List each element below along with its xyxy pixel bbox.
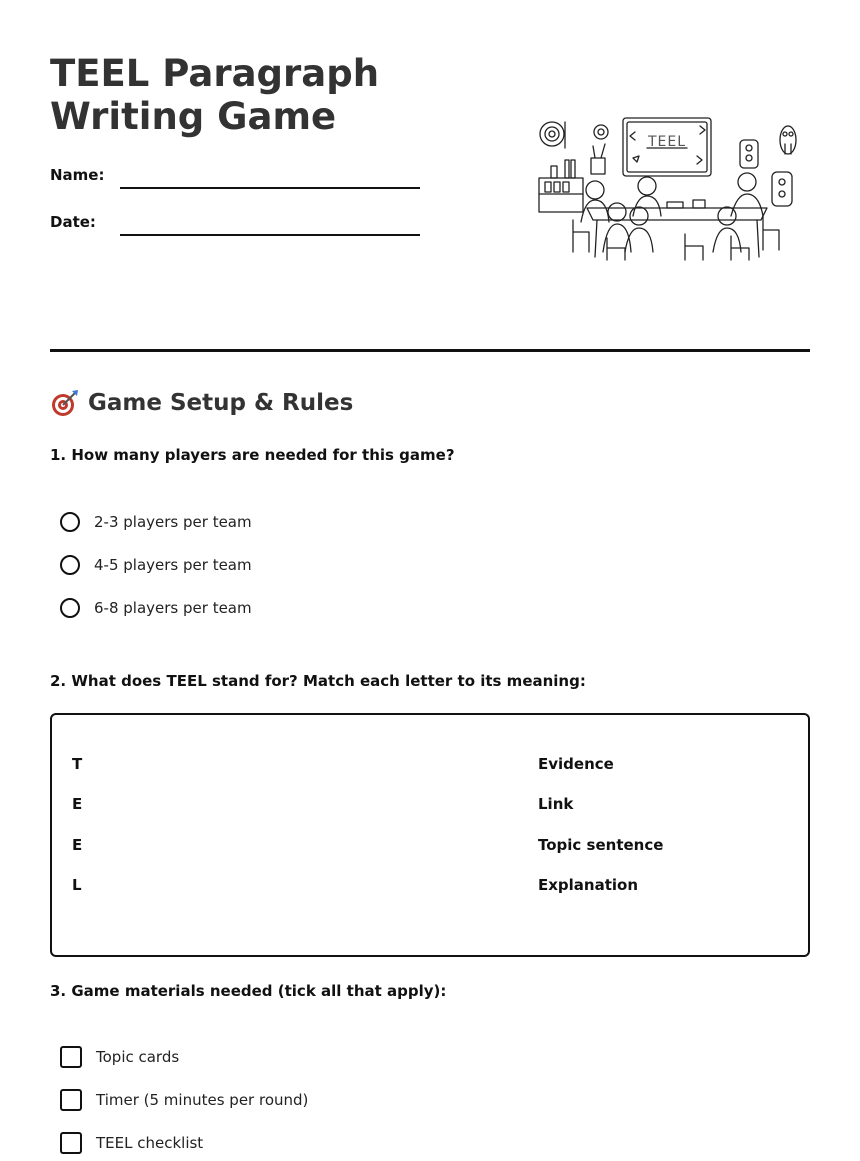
q1-option-2[interactable] bbox=[60, 553, 252, 577]
name-label: Name: bbox=[50, 166, 105, 184]
q1-option-3[interactable] bbox=[60, 596, 252, 620]
match-letter[interactable]: E bbox=[72, 795, 83, 813]
q3-option-1[interactable] bbox=[60, 1045, 179, 1069]
checkbox[interactable] bbox=[60, 1046, 82, 1068]
checkbox[interactable] bbox=[60, 1132, 82, 1154]
name-field[interactable] bbox=[120, 187, 420, 189]
option-label: TEEL checklist bbox=[96, 1134, 204, 1152]
page-title: TEEL Paragraph Writing Game bbox=[50, 52, 380, 138]
section-title bbox=[50, 388, 353, 418]
match-meaning[interactable]: Evidence bbox=[538, 755, 614, 773]
question-3: 3. Game materials needed (tick all that apply): bbox=[50, 982, 447, 1000]
radio-button[interactable] bbox=[60, 555, 80, 575]
radio-button[interactable] bbox=[60, 512, 80, 532]
option-label: Topic cards bbox=[96, 1048, 180, 1066]
match-meaning[interactable]: Explanation bbox=[538, 876, 639, 894]
section-title-text: Game Setup & Rules bbox=[88, 390, 354, 416]
section-divider bbox=[50, 349, 810, 352]
matching-box bbox=[50, 713, 810, 957]
match-letter[interactable]: T bbox=[72, 755, 83, 773]
option-label: 6-8 players per team bbox=[94, 599, 252, 617]
target-dart-icon bbox=[50, 388, 80, 418]
question-2: 2. What does TEEL stand for? Match each letter to its meaning: bbox=[50, 672, 586, 690]
board-text: TEEL bbox=[647, 134, 687, 150]
match-meaning[interactable]: Link bbox=[538, 795, 574, 813]
option-label: Timer (5 minutes per round) bbox=[96, 1091, 309, 1109]
classroom-illustration bbox=[535, 112, 800, 262]
option-label: 2-3 players per team bbox=[94, 513, 252, 531]
q3-option-3[interactable] bbox=[60, 1131, 203, 1155]
option-label: 4-5 players per team bbox=[94, 556, 252, 574]
match-meaning[interactable]: Topic sentence bbox=[538, 836, 664, 854]
match-letter[interactable]: L bbox=[72, 876, 82, 894]
question-1: 1. How many players are needed for this game? bbox=[50, 446, 455, 464]
date-field[interactable] bbox=[120, 234, 420, 236]
q1-option-1[interactable] bbox=[60, 510, 252, 534]
match-letter[interactable]: E bbox=[72, 836, 83, 854]
radio-button[interactable] bbox=[60, 598, 80, 618]
checkbox[interactable] bbox=[60, 1089, 82, 1111]
q3-option-2[interactable] bbox=[60, 1088, 308, 1112]
date-label: Date: bbox=[50, 213, 96, 231]
